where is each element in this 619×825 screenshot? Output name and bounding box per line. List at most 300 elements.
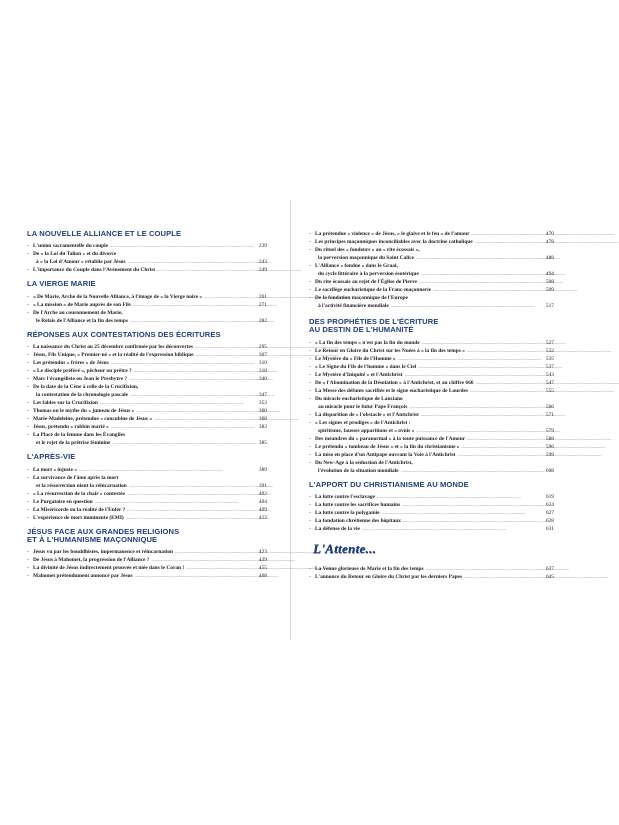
entry-bullet: -: [309, 371, 311, 378]
entry-bullet: -: [27, 301, 29, 308]
toc-entry: [309, 517, 554, 525]
toc-entry: [27, 250, 267, 258]
dot-leader: [128, 258, 249, 266]
entry-bullet: -: [27, 408, 29, 415]
section-title: LA VIERGE MARIE: [27, 279, 96, 289]
entry-page-number: 261: [258, 293, 267, 300]
entry-title: Le Retour en Gloire du Christ sur les Nuées à « la fin des temps »: [315, 347, 465, 354]
entry-bullet: -: [309, 247, 311, 253]
entry-page-number: 412: [258, 514, 267, 521]
entry-title: Jésus, Fils Unique, « Premier-né » et la réalité de l'expression biblique: [33, 352, 194, 359]
dot-leader: [175, 548, 249, 556]
entry-title: l'évolution de la situation mondiale: [318, 467, 399, 474]
entry-bullet: -: [309, 279, 311, 285]
toc-entries: [27, 548, 267, 580]
toc-entries: [309, 230, 554, 310]
section-title-line: JÉSUS FACE AUX GRANDES RELIGIONS: [27, 526, 180, 536]
entry-bullet: -: [309, 339, 311, 346]
toc-entries: [309, 339, 554, 475]
entry-page-number: 468: [258, 573, 267, 580]
entry-title: L'expérience de mort imminente (EMI): [33, 514, 124, 521]
attente-section: [309, 541, 554, 581]
entry-bullet: -: [27, 424, 29, 431]
entry-title: La divinité de Jésus indirectement prouvée et niée dans le Coran !: [33, 565, 185, 572]
dot-leader: [377, 493, 536, 501]
entry-page-number: 608: [545, 467, 554, 474]
entry-title: Du New-Age à la séduction de l'Antichrist,: [315, 459, 413, 466]
entry-bullet: -: [27, 557, 29, 564]
entry-title: Les principes maçonniques inconciliables avec la doctrine catholique: [315, 239, 473, 245]
entry-title: « La résurrection de la chair » contestée: [33, 490, 125, 497]
entry-bullet: -: [27, 490, 29, 497]
entry-bullet: -: [27, 384, 29, 391]
dot-leader: [154, 415, 249, 423]
entry-bullet: -: [27, 309, 29, 316]
entry-bullet: -: [309, 451, 311, 458]
entry-page-number: 517: [545, 303, 554, 309]
toc-entry: [309, 435, 554, 443]
toc-entry: [309, 355, 554, 363]
dot-leader: [416, 427, 536, 435]
toc-section: [309, 318, 554, 475]
dot-leader: [127, 506, 249, 514]
entry-page-number: 391: [258, 482, 267, 489]
toc-entry: [27, 564, 267, 572]
entry-bullet: -: [27, 506, 29, 513]
dot-leader: [135, 572, 249, 580]
toc-entry: [309, 427, 554, 435]
toc-entry: [27, 423, 267, 431]
entry-bullet: -: [309, 363, 311, 370]
entry-bullet: -: [27, 344, 29, 351]
entry-title: et le rejet de la prêtrise féminine: [36, 440, 111, 447]
toc-entry: [27, 383, 267, 391]
entry-title: Du miracle eucharistique de Lanciano: [315, 395, 403, 402]
dot-leader: [402, 501, 536, 509]
entry-bullet: -: [309, 502, 311, 509]
toc-section: [27, 280, 267, 324]
entry-page-number: 404: [258, 498, 267, 505]
entry-title: « La mission » de Marie auprès de son Fils: [33, 301, 131, 308]
entry-title: à l'activité financière mondiale: [318, 303, 389, 309]
entry-title: la contestation de la chronologie pascale: [36, 392, 128, 399]
dot-leader: [111, 359, 249, 367]
entry-page-number: 537: [545, 363, 554, 370]
entry-page-number: 409: [258, 506, 267, 513]
toc-entries: [27, 242, 267, 274]
entry-bullet: -: [309, 379, 311, 386]
toc-entry: [309, 493, 554, 501]
toc-entry: [309, 339, 554, 347]
entry-bullet: -: [309, 435, 311, 442]
entry-title: Thomas ou le mythe du « jumeau de Jésus »: [33, 408, 135, 415]
dot-leader: [416, 254, 536, 262]
entry-title: Marc l'évangéliste ou Jean le Presbytre ?: [33, 376, 128, 383]
entry-title: La lutte contre l'esclavage: [315, 494, 375, 501]
toc-entry: [27, 399, 267, 407]
toc-entries: [309, 565, 554, 581]
entry-title: La prétendue « violence » de Jésus, « le glaive et le feu » de l'amour: [315, 231, 470, 237]
section-title: [27, 528, 267, 545]
dot-leader: [391, 302, 536, 310]
toc-entry: [309, 403, 554, 411]
toc-entry: [27, 415, 267, 423]
dot-leader: [419, 278, 536, 286]
toc-entry: [27, 343, 267, 351]
toc-entry: [27, 375, 267, 383]
entry-bullet: -: [309, 387, 311, 394]
entry-page-number: 478: [545, 239, 554, 245]
dot-leader: [100, 399, 249, 407]
toc-entry: [27, 351, 267, 359]
entry-page-number: 389: [258, 466, 267, 473]
toc-entry: [309, 262, 554, 270]
toc-entry: [27, 391, 267, 399]
entry-title: La mort « injuste »: [33, 466, 78, 473]
entry-page-number: 455: [258, 565, 267, 572]
toc-entry: [27, 407, 267, 415]
dot-leader: [186, 564, 249, 572]
entry-title: De la fondation maçonnique de l'Europe: [315, 295, 408, 301]
entry-bullet: -: [27, 243, 29, 250]
dot-leader: [130, 317, 249, 325]
entry-page-number: 402: [258, 490, 267, 497]
entry-title: L'Alliance « fondue » dans le Graal,: [315, 263, 398, 269]
entry-title: De « l'Abomination de la Désolation » à l'Antichrist, et au chiffre 666: [315, 379, 474, 386]
toc-entries: [309, 493, 554, 533]
entry-title: Du rituel des « fondeurs » au « rite écossais »,: [315, 247, 420, 253]
toc-entry: [27, 556, 267, 564]
toc-entry: [309, 302, 554, 310]
entry-page-number: 318: [258, 368, 267, 375]
toc-entry: [27, 317, 267, 325]
section-title: LA NOUVELLE ALLIANCE ET LE COUPLE: [27, 229, 182, 238]
entry-title: « Les signes et prodiges » de l'Antichrist :: [315, 419, 411, 426]
entry-page-number: 527: [545, 339, 554, 346]
entry-page-number: 423: [258, 549, 267, 556]
toc-entry: [27, 514, 267, 522]
entry-page-number: 596: [545, 443, 554, 450]
toc-entry: [309, 238, 554, 246]
dot-leader: [79, 466, 249, 474]
entry-page-number: 543: [545, 371, 554, 378]
entry-title: « La fin des temps » n'est pas la fin du monde: [315, 339, 420, 346]
entry-title: De la date de la Cène à celle de la Crucifixion,: [33, 384, 139, 391]
entry-page-number: 509: [545, 287, 554, 293]
dot-leader: [467, 347, 536, 355]
entry-bullet: -: [309, 510, 311, 517]
entry-bullet: -: [27, 514, 29, 521]
entry-title: L'union sacramentelle du couple: [33, 243, 109, 250]
toc-entry: [309, 278, 554, 286]
entry-title: spiritisme, fausses apparitions et « ovnis »: [318, 427, 415, 434]
dot-leader: [464, 573, 536, 581]
entry-title: Les prétendus « frères » de Jésus: [33, 360, 109, 367]
toc-entry: [309, 363, 554, 371]
entry-page-number: 508: [545, 279, 554, 285]
toc-entry: [309, 246, 554, 254]
entry-title: La Venue glorieuse de Marie et la fin des temps: [315, 566, 424, 573]
entry-page-number: 547: [545, 379, 554, 386]
dot-leader: [426, 565, 536, 573]
entry-title: La lutte contre la polygamie: [315, 510, 380, 517]
entry-bullet: -: [309, 494, 311, 501]
right-page-toc: [309, 230, 554, 587]
entry-title: Le sacrilège eucharistique de la Franc-maçonnerie: [315, 287, 432, 293]
dot-leader: [475, 379, 536, 387]
attente-title: L'Attente...: [313, 541, 377, 557]
entry-bullet: -: [309, 295, 311, 301]
entry-title: Les fables sur la Crucifixion: [33, 400, 98, 407]
dot-leader: [418, 363, 536, 371]
entry-title: La mise en place d'un Antipape ouvrant la Voie à l'Antichrist: [315, 451, 456, 458]
entry-title: Des méandres du « paranormal » à la toute puissance de l'Amour: [315, 435, 466, 442]
entry-bullet: -: [27, 293, 29, 300]
entry-title: La naissance du Christ au 25 décembre confirmée par les découvertes: [33, 344, 194, 351]
entry-bullet: -: [309, 263, 311, 269]
entry-bullet: -: [27, 498, 29, 505]
entry-page-number: 295: [258, 344, 267, 351]
dot-leader: [129, 375, 249, 383]
entry-page-number: 368: [258, 416, 267, 423]
entry-title: Marie-Madeleine, prétendue « concubine de Jésus »: [33, 416, 153, 423]
dot-leader: [421, 270, 536, 278]
toc-entry: [27, 474, 267, 482]
entry-page-number: 360: [258, 408, 267, 415]
toc-entry: [27, 242, 267, 250]
entry-page-number: 271: [258, 301, 267, 308]
entry-title: L'importance du Couple dans l'Avènement du Christ: [33, 267, 156, 274]
entry-bullet: -: [309, 443, 311, 450]
entry-bullet: -: [309, 231, 311, 237]
entry-page-number: 439: [258, 557, 267, 564]
entry-bullet: -: [309, 239, 311, 245]
entry-page-number: 637: [545, 566, 554, 573]
entry-title: Mahomet prétendument annoncé par Jésus: [33, 573, 133, 580]
toc-entry: [27, 548, 267, 556]
dot-leader: [472, 230, 536, 238]
entry-title: « Le Signe du Fils de l'homme » dans le Ciel: [315, 363, 417, 370]
toc-entry: [309, 347, 554, 355]
dot-leader: [129, 482, 249, 490]
toc-entry: [309, 371, 554, 379]
dot-leader: [126, 514, 249, 522]
toc-entry: [309, 451, 554, 459]
entry-page-number: 243: [258, 259, 267, 266]
toc-section: [27, 528, 267, 581]
toc-section-continued: [309, 230, 554, 310]
entry-bullet: -: [309, 419, 311, 426]
entry-page-number: 645: [545, 574, 554, 581]
entry-title: le Relais de l'Alliance et la fin des temps: [36, 317, 128, 324]
entry-bullet: -: [27, 251, 29, 258]
entry-bullet: -: [27, 376, 29, 383]
toc-entry: [27, 572, 267, 580]
entry-bullet: -: [27, 267, 29, 274]
entry-page-number: 494: [545, 271, 554, 277]
toc-entry: [309, 467, 554, 475]
entry-page-number: 619: [545, 494, 554, 501]
entry-bullet: -: [27, 466, 29, 473]
dot-leader: [95, 498, 249, 506]
entry-title: Le prétendu « tombeau de Jésus » et « la fin du christianisme »: [315, 443, 460, 450]
section-title: RÉPONSES AUX CONTESTATIONS DES ÉCRITURES: [27, 329, 221, 339]
dot-leader: [405, 371, 537, 379]
entry-title: Le Mystère du « Fils de l'Homme »: [315, 355, 396, 362]
entry-title: la perversion maçonnique du Saint Calice: [318, 255, 414, 261]
toc-entry: [27, 490, 267, 498]
dot-leader: [382, 509, 536, 517]
entry-bullet: -: [27, 360, 29, 367]
entry-bullet: -: [309, 566, 311, 573]
entry-bullet: -: [309, 459, 311, 466]
entry-title: De l'Arche au couronnement de Marie,: [33, 309, 123, 316]
entry-bullet: -: [309, 287, 311, 293]
entry-bullet: -: [309, 518, 311, 525]
dot-leader: [130, 391, 249, 399]
entry-title: au miracle pour le futur Pape François: [318, 403, 408, 410]
toc-section: [27, 331, 267, 447]
dot-leader: [462, 443, 536, 451]
dot-leader: [467, 435, 536, 443]
entry-page-number: 307: [258, 352, 267, 359]
entry-bullet: -: [309, 526, 311, 533]
entry-page-number: 532: [545, 347, 554, 354]
toc-entry: [27, 301, 267, 309]
dot-leader: [112, 439, 249, 447]
entry-page-number: 627: [545, 510, 554, 517]
toc-entry: [27, 293, 267, 301]
entry-bullet: -: [309, 355, 311, 362]
toc-section: [27, 230, 267, 274]
toc-entry: [309, 387, 554, 395]
toc-entry: [309, 395, 554, 403]
entry-bullet: -: [27, 573, 29, 580]
entry-page-number: 631: [545, 526, 554, 533]
entry-page-number: 340: [258, 376, 267, 383]
entry-page-number: 555: [545, 387, 554, 394]
entry-page-number: 588: [545, 435, 554, 442]
entry-title: La Place de la femme dans les Évangiles: [33, 432, 126, 439]
toc-entry: [309, 254, 554, 262]
section-title: [309, 318, 554, 335]
entry-title: De Jésus à Mahomet, la progression de l'Alliance ?: [33, 557, 150, 564]
entry-page-number: 566: [545, 403, 554, 410]
entry-title: du cycle littéraire à la perversion ésotérique: [318, 271, 419, 277]
dot-leader: [133, 301, 249, 309]
dot-leader: [421, 411, 536, 419]
section-title-line: DES PROPHÉTIES DE L'ÉCRITURE: [309, 317, 439, 326]
entry-title: La lutte contre les sacrifices humains: [315, 502, 401, 509]
entry-title: « De Marie, Arche de la Nouvelle Alliance, à l'image de « la Vierge noire »: [33, 293, 203, 300]
entry-page-number: 383: [258, 424, 267, 431]
entry-bullet: -: [27, 565, 29, 572]
entry-page-number: 535: [545, 355, 554, 362]
toc-entry: [27, 498, 267, 506]
toc-entry: [27, 258, 267, 266]
toc-entry: [309, 525, 554, 533]
entry-bullet: -: [309, 574, 311, 581]
toc-entries: [27, 466, 267, 522]
dot-leader: [457, 451, 536, 459]
toc-entry: [27, 431, 267, 439]
entry-bullet: -: [27, 416, 29, 423]
section-title: L'APPORT DU CHRISTIANISME AU MONDE: [309, 479, 469, 489]
section-title-line: AU DESTIN DE L'HUMANITÉ: [309, 325, 414, 335]
entry-bullet: -: [309, 347, 311, 354]
entry-page-number: 239: [258, 243, 267, 250]
entry-page-number: 347: [258, 392, 267, 399]
entry-title: De « la Loi du Talion » et du divorce: [33, 251, 117, 258]
entry-page-number: 488: [545, 255, 554, 261]
entry-bullet: -: [27, 474, 29, 481]
entry-page-number: 282: [258, 317, 267, 324]
toc-section: [309, 481, 554, 533]
section-title: L'APRÈS-VIE: [27, 452, 76, 462]
entry-page-number: 310: [258, 360, 267, 367]
entry-bullet: -: [27, 432, 29, 439]
entry-title: La fondation chrétienne des hôpitaux: [315, 518, 401, 525]
toc-entry: [309, 459, 554, 467]
dot-leader: [403, 517, 536, 525]
toc-entry: [27, 482, 267, 490]
dot-leader: [475, 238, 536, 246]
toc-entry: [27, 266, 267, 274]
dot-leader: [127, 490, 249, 498]
entry-page-number: 470: [545, 231, 554, 237]
toc-entry: [309, 443, 554, 451]
entry-title: « Le disciple préféré », pêcheur ou prêtre ?: [33, 368, 132, 375]
toc-entry: [309, 294, 554, 302]
entry-title: Le Mystère d'Iniquité « et l'Antichrist: [315, 371, 403, 378]
entry-page-number: 628: [545, 518, 554, 525]
toc-entry: [27, 359, 267, 367]
entry-title: La Messe des défunts sacrifiée et le signe eucharistique de Lourdes: [315, 387, 469, 394]
toc-section: [27, 453, 267, 521]
dot-leader: [204, 293, 249, 301]
dot-leader: [470, 387, 536, 395]
entry-bullet: -: [27, 352, 29, 359]
toc-entry: [309, 379, 554, 387]
toc-entry: [27, 309, 267, 317]
toc-entry: [309, 286, 554, 294]
toc-entry: [309, 419, 554, 427]
section-title-line: ET À L'HUMANISME MAÇONNIQUE: [27, 535, 158, 545]
dot-leader: [110, 242, 249, 250]
dot-leader: [136, 407, 249, 415]
dot-leader: [157, 266, 249, 274]
entry-page-number: 624: [545, 502, 554, 509]
dot-leader: [433, 286, 536, 294]
left-page-toc: [27, 230, 267, 586]
dot-leader: [398, 355, 536, 363]
toc-entry: [309, 509, 554, 517]
dot-leader: [362, 525, 536, 533]
entry-title: L'annonce du Retour en Gloire du Christ par les derniers Papes: [315, 574, 463, 581]
entry-title: Du rite écossais au rejet de l'Église de Pierre: [315, 279, 417, 285]
toc-entry: [309, 565, 554, 573]
entry-page-number: 599: [545, 451, 554, 458]
dot-leader: [151, 556, 249, 564]
entry-page-number: 571: [545, 411, 554, 418]
entry-bullet: -: [309, 395, 311, 402]
entry-page-number: 249: [258, 267, 267, 274]
entry-page-number: 579: [545, 427, 554, 434]
entry-title: Le Purgatoire en question: [33, 498, 93, 505]
entry-title: La disparition de « l'obstacle » et l'Antichrist: [315, 411, 419, 418]
entry-title: La défense de la vie: [315, 526, 360, 533]
dot-leader: [422, 339, 536, 347]
